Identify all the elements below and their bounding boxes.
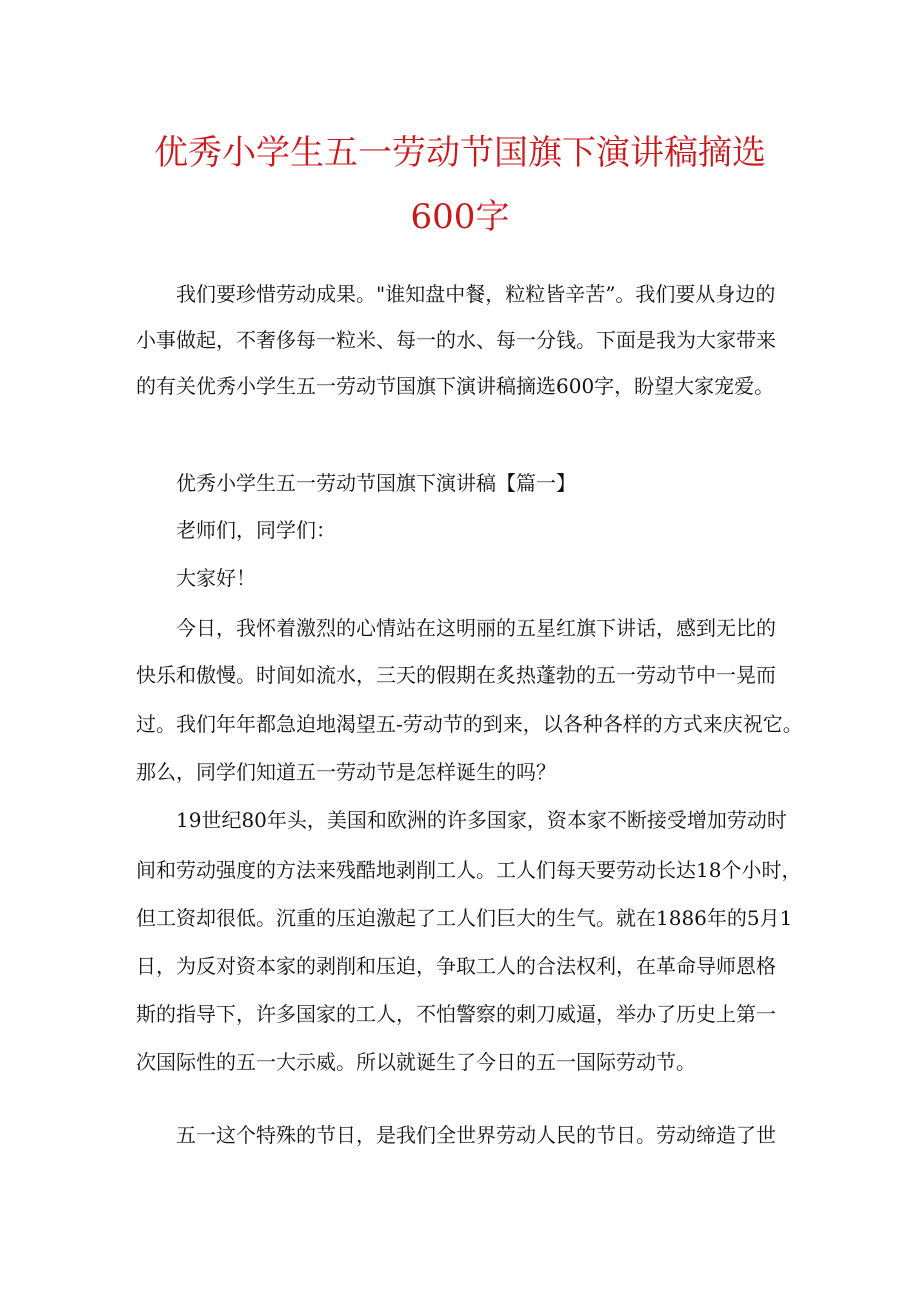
section-heading: 优秀小学生五一劳动节国旗下演讲稿【篇一】 bbox=[176, 471, 576, 495]
paragraph-line: 次国际性的五一大示威。所以就诞生了今日的五一国际劳动节。 bbox=[136, 1050, 696, 1074]
paragraph-line: 19世纪80年头，美国和欧洲的许多国家，资本家不断接受增加劳动时 bbox=[176, 808, 787, 832]
greeting-teachers: 老师们，同学们： bbox=[176, 518, 336, 542]
intro-line: 小事做起，不奢侈每一粒米、每一的水、每一分钱。下面是我为大家带来 bbox=[136, 328, 776, 352]
paragraph-line: 五一这个特殊的节日，是我们全世界劳动人民的节日。劳动缔造了世 bbox=[176, 1123, 776, 1147]
intro-line: 的有关优秀小学生五一劳动节国旗下演讲稿摘选600字，盼望大家宠爱。 bbox=[136, 374, 775, 398]
document-title-line-2: 600字 bbox=[410, 197, 510, 237]
paragraph-line: 过。我们年年都急迫地渴望五-劳动节的到来，以各种各样的方式来庆祝它。 bbox=[136, 712, 803, 736]
paragraph-line: 那么，同学们知道五一劳动节是怎样诞生的吗？ bbox=[136, 760, 556, 784]
paragraph-line: 间和劳动强度的方法来残酷地剥削工人。工人们每天要劳动长达18个小时， bbox=[136, 858, 802, 882]
paragraph-line: 快乐和傲慢。时间如流水，三天的假期在炙热蓬勃的五一劳动节中一晃而 bbox=[136, 663, 776, 687]
paragraph-line: 日，为反对资本家的剥削和压迫，争取工人的合法权利，在革命导师恩格 bbox=[136, 954, 776, 978]
paragraph-line: 但工资却很低。沉重的压迫激起了工人们巨大的生气。就在1886年的5月1 bbox=[136, 906, 793, 930]
paragraph-line: 今日，我怀着激烈的心情站在这明丽的五星红旗下讲话，感到无比的 bbox=[176, 616, 776, 640]
greeting-hello: 大家好！ bbox=[176, 566, 256, 590]
document-title-line-1: 优秀小学生五一劳动节国旗下演讲稿摘选 bbox=[154, 133, 766, 173]
paragraph-line: 斯的指导下，许多国家的工人，不怕警察的刺刀威逼，举办了历史上第一 bbox=[136, 1002, 776, 1026]
intro-line: 我们要珍惜劳动成果。"谁知盘中餐，粒粒皆辛苦”。我们要从身边的 bbox=[176, 282, 776, 306]
